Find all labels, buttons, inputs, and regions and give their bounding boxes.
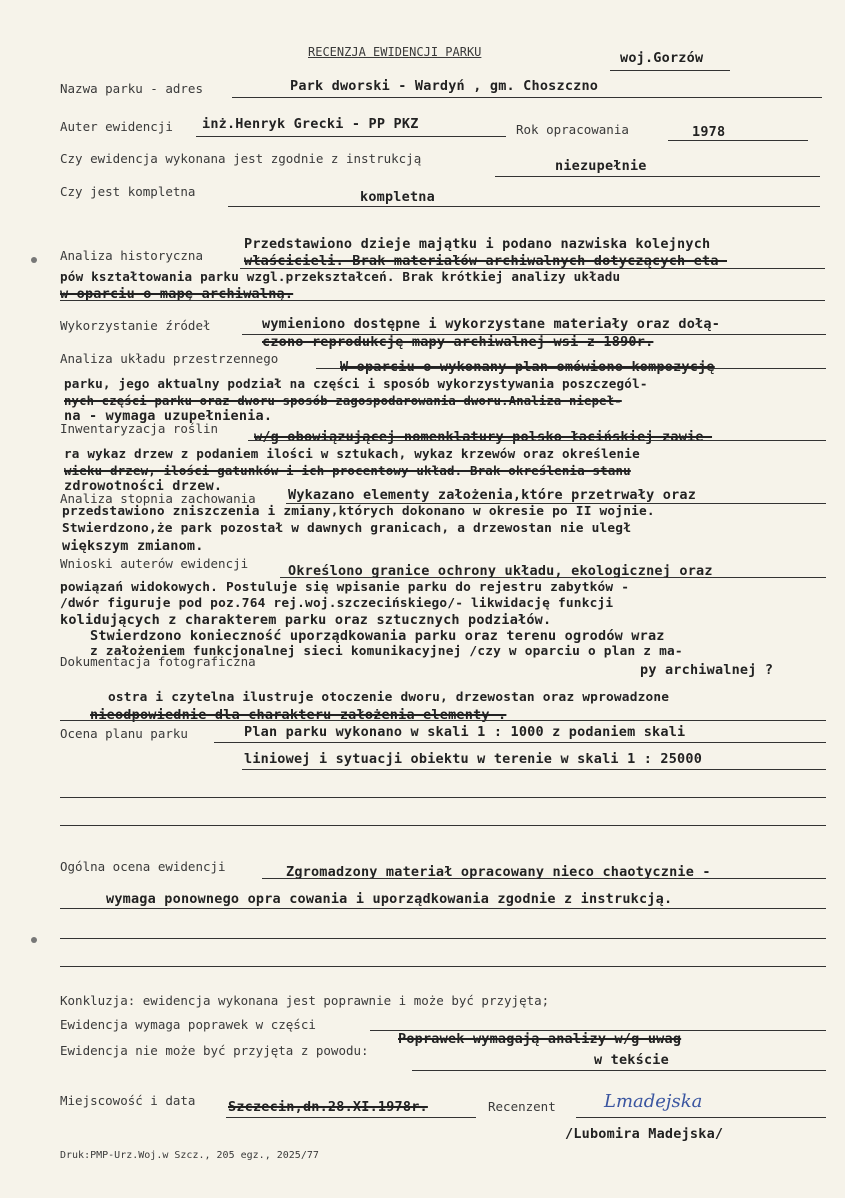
conclusions-line-2: powiązań widokowych. Postuluje się wpisanie parku do rejestru zabytków - xyxy=(60,580,630,595)
park-name-label: Nazwa parku - adres xyxy=(60,81,203,96)
reviewer-signature: Lmadejska xyxy=(604,1091,703,1112)
spatial-line-2: parku, jego aktualny podział na części i sposób wykorzystywania poszczegól- xyxy=(64,376,648,391)
corrections-value: Poprawek wymagają analizy w/g uwag xyxy=(398,1031,682,1047)
author-label: Auter ewidencji xyxy=(60,119,173,134)
conclusions-label: Wnioski auterów ewidencji xyxy=(60,556,249,571)
year-label: Rok opracowania xyxy=(516,122,629,137)
general-line-2: wymaga ponownego opra cowania i uporządkowania zgodnie z instrukcją. xyxy=(106,891,673,907)
conclusions-line-6: z założeniem funkcjonalnej sieci komunikacyjnej /czy w oparciu o plan z ma- xyxy=(90,644,683,659)
rejected-value: w tekście xyxy=(594,1052,669,1068)
sources-underline xyxy=(242,334,826,335)
photo-line-2: nieodpowiednie dla charakteru założenia elementy . xyxy=(90,707,507,723)
form-title: RECENZJA EWIDENCJI PARKU xyxy=(308,45,482,59)
historical-underline-2 xyxy=(60,300,825,301)
historical-line-4: w oparciu o mapę archiwalną. xyxy=(60,286,294,302)
plan-blank-line-2 xyxy=(60,825,826,826)
punch-hole-bottom xyxy=(31,937,37,943)
spatial-line-3: nych części parku oraz dworu sposób zagospodarowania dworu.Analiza niepeł- xyxy=(64,394,622,408)
conclusions-line-4: kolidujących z charakterem parku oraz sztucznych podziałów. xyxy=(60,612,552,628)
conclusion-statement: Konkluzja: ewidencja wykonana jest poprawnie i może być przyjęta; xyxy=(60,993,550,1008)
inventory-line-4: zdrowotności drzew. xyxy=(64,478,223,494)
spatial-line-4: na - wymaga uzupełnienia. xyxy=(64,408,273,424)
preservation-line-3: Stwierdzono,że park pozostał w dawnych granicach, a drzewostan nie uległ xyxy=(62,521,632,536)
historical-line-3: pów kształtowania parku wzgl.przekształceń. Brak krótkiej analizy układu xyxy=(60,269,621,284)
inventory-label: Inwentaryzacja roślin xyxy=(60,421,219,436)
compliance-value: niezupełnie xyxy=(555,158,647,174)
spatial-line-1: W oparciu o wykonany plan omówiono kompozycję xyxy=(340,359,715,375)
voivodeship: woj.Gorzów xyxy=(620,50,704,66)
author-underline xyxy=(196,136,506,137)
voivodeship-underline xyxy=(610,70,730,71)
punch-hole-top xyxy=(31,257,37,263)
plan-underline-1 xyxy=(214,742,826,743)
inventory-line-3: wieku drzew, ilości gatunków i ich procentowy układ. Brak określenia stanu xyxy=(64,463,631,478)
plan-blank-line-1 xyxy=(60,797,826,798)
corrections-underline xyxy=(370,1030,826,1031)
photo-label: Dokumentacja fotograficzna xyxy=(60,654,256,669)
spatial-label: Analiza układu przestrzennego xyxy=(60,351,279,366)
park-name-value: Park dworski - Wardyń , gm. Choszczno xyxy=(290,78,599,94)
general-underline-1 xyxy=(262,878,826,879)
plan-underline-2 xyxy=(242,769,826,770)
conclusions-line-1: Określono granice ochrony układu, ekologicznej oraz xyxy=(288,563,713,579)
compliance-label: Czy ewidencja wykonana jest zgodnie z instrukcją xyxy=(60,151,422,166)
year-value: 1978 xyxy=(692,124,726,140)
sources-label: Wykorzystanie źródeł xyxy=(60,318,211,333)
general-blank-line-2 xyxy=(60,966,826,967)
place-date-value: Szczecin,dn.28.XI.1978r. xyxy=(228,1099,428,1115)
general-line-1: Zgromadzony materiał opracowany nieco chaotycznie - xyxy=(286,864,711,880)
preservation-label: Analiza stopnia zachowania xyxy=(60,491,256,506)
inventory-underline xyxy=(248,440,826,441)
conclusions-underline xyxy=(280,577,826,578)
reviewer-underline xyxy=(576,1117,826,1118)
photo-underline xyxy=(60,720,826,721)
complete-underline xyxy=(228,206,820,207)
preservation-line-1: Wykazano elementy założenia,które przetrwały oraz xyxy=(288,487,697,503)
place-date-label: Miejscowość i data xyxy=(60,1093,196,1108)
print-note: Druk:PMP-Urz.Woj.w Szcz., 205 egz., 2025/77 xyxy=(60,1150,319,1161)
corrections-label: Ewidencja wymaga poprawek w części xyxy=(60,1017,316,1032)
photo-line-1: ostra i czytelna ilustruje otoczenie dworu, drzewostan oraz wprowadzone xyxy=(108,690,670,705)
sources-line-2: czono reprodukcję mapy archiwalnej wsi z 1890r. xyxy=(262,334,654,350)
inventory-line-1: w/g obowiązującej nomenklatury polsko-łacińskiej zawie- xyxy=(254,429,713,445)
plan-line-2: liniowej i sytuacji obiektu w terenie w skali 1 : 25000 xyxy=(244,751,703,767)
complete-value: kompletna xyxy=(360,189,435,205)
complete-label: Czy jest kompletna xyxy=(60,184,196,199)
general-label: Ogólna ocena ewidencji xyxy=(60,859,226,874)
reviewer-name: /Lubomira Madejska/ xyxy=(565,1126,724,1142)
historical-underline-1 xyxy=(240,268,825,269)
conclusions-line-7: py archiwalnej ? xyxy=(640,662,774,678)
plan-line-1: Plan parku wykonano w skali 1 : 1000 z podaniem skali xyxy=(244,724,686,740)
historical-line-2: właścicieli. Brak materiałów archiwalnych dotyczących eta- xyxy=(244,253,728,269)
rejected-label: Ewidencja nie może być przyjęta z powodu: xyxy=(60,1043,369,1058)
plan-label: Ocena planu parku xyxy=(60,726,188,741)
reviewer-label: Recenzent xyxy=(488,1099,556,1114)
year-underline xyxy=(668,140,808,141)
preservation-line-2: przedstawiono zniszczenia i zmiany,których dokonano w okresie po II wojnie. xyxy=(62,504,655,519)
conclusions-line-5: Stwierdzono konieczność uporządkowania parku oraz terenu ogrodów wraz xyxy=(90,628,665,644)
rejected-underline xyxy=(412,1070,826,1071)
park-name-underline xyxy=(232,97,822,98)
historical-label: Analiza historyczna xyxy=(60,248,203,263)
preservation-line-4: większym zmianom. xyxy=(62,538,204,554)
place-date-underline xyxy=(226,1117,476,1118)
compliance-underline xyxy=(495,176,820,177)
spatial-underline xyxy=(316,368,826,369)
author-value: inż.Henryk Grecki - PP PKZ xyxy=(202,116,419,132)
inventory-line-2: ra wykaz drzew z podaniem ilości w sztukach, wykaz krzewów oraz określenie xyxy=(64,446,640,461)
conclusions-line-3: /dwór figuruje pod poz.764 rej.woj.szczecińskiego/- likwidację funkcji xyxy=(60,596,614,611)
sources-line-1: wymieniono dostępne i wykorzystane materiały oraz dołą- xyxy=(262,316,721,332)
historical-line-1: Przedstawiono dzieje majątku i podano nazwiska kolejnych xyxy=(244,236,711,252)
preservation-underline xyxy=(286,503,826,504)
general-underline-2 xyxy=(60,908,826,909)
general-blank-line-1 xyxy=(60,938,826,939)
